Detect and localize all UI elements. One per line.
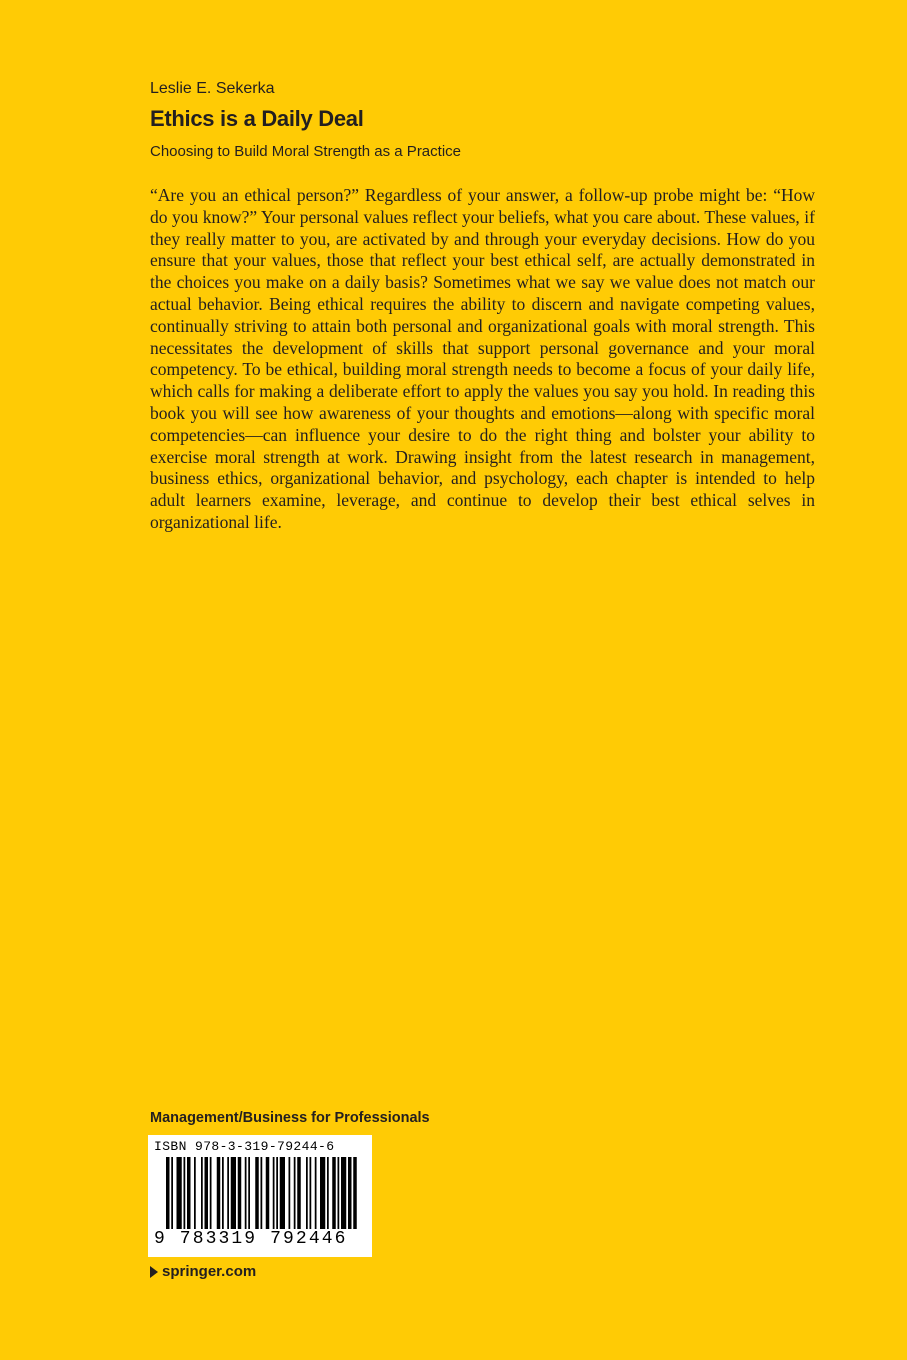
- barcode-bar: [205, 1157, 209, 1229]
- category-label: Management/Business for Professionals: [150, 1110, 430, 1126]
- barcode-bar: [166, 1157, 170, 1229]
- barcode-bar: [245, 1157, 247, 1229]
- barcode-bar: [261, 1157, 263, 1229]
- barcode-bar: [187, 1157, 191, 1229]
- barcode-bar: [332, 1157, 336, 1229]
- blurb-text: “Are you an ethical person?” Regardless of your answer, a follow-up probe might be: “How do you know?” Your personal values reflect your beliefs, what you care about. These values, if they really matter to you, are activated by and through your everyday decisions. How do you ensure that your values, those that reflect your best ethical self, are actually demonstrated in the choices you make on a daily basis? Sometimes what we say we value does not match our actual behavior. Being ethical requires the ability to discern and navigate competing values, continually striving to attain both personal and organizational goals with moral strength. This necessitates the development of skills that support personal governance and your moral competency. To be ethical, building moral strength needs to become a focus of your daily life, which calls for making a deliberate effort to apply the values you say you hold. In reading this book you will see how awareness of your thoughts and emotions—along with specific moral competencies—can influence your desire to do the right thing and bolster your ability to exercise moral strength at work. Drawing insight from the latest research in management, business ethics, organizational behavior, and psychology, each chapter is intended to help adult learners examine, leverage, and continue to develop their best ethical selves in organizational life.: [150, 185, 815, 532]
- barcode-bar: [327, 1157, 329, 1229]
- barcode-bar: [171, 1157, 173, 1229]
- barcode-bar: [210, 1157, 212, 1229]
- barcode-bar: [177, 1157, 182, 1229]
- barcode-bar: [297, 1157, 301, 1229]
- barcode-bar: [231, 1157, 236, 1229]
- barcode-box: [148, 1135, 372, 1257]
- barcode-bar: [353, 1157, 357, 1229]
- barcode-bar: [201, 1157, 203, 1229]
- barcode-bar: [273, 1157, 275, 1229]
- barcode-bar: [222, 1157, 224, 1229]
- barcode-bar: [194, 1157, 196, 1229]
- barcode-bar: [294, 1157, 296, 1229]
- barcode-bar: [310, 1157, 312, 1229]
- barcode-bar: [266, 1157, 270, 1229]
- barcode-bar: [289, 1157, 291, 1229]
- barcode-bar: [315, 1157, 317, 1229]
- barcode-bar: [341, 1157, 346, 1229]
- book-subtitle: Choosing to Build Moral Strength as a Practice: [150, 143, 461, 160]
- barcode-bar: [217, 1157, 221, 1229]
- barcode-bar: [276, 1157, 278, 1229]
- barcode-bar: [320, 1157, 325, 1229]
- barcode-bar: [248, 1157, 250, 1229]
- barcode-bar: [255, 1157, 259, 1229]
- isbn-label: ISBN 978-3-319-79244-6: [154, 1139, 335, 1154]
- barcode-bar: [227, 1157, 229, 1229]
- arrow-icon: [150, 1266, 158, 1278]
- publisher-website: [150, 1263, 256, 1280]
- barcode-bar: [348, 1157, 352, 1229]
- barcode-bar: [184, 1157, 186, 1229]
- barcode-bar: [306, 1157, 308, 1229]
- author-name: Leslie E. Sekerka: [150, 80, 275, 97]
- website-label: springer.com: [162, 1263, 257, 1280]
- barcode-bar: [238, 1157, 242, 1229]
- barcode-bar: [338, 1157, 340, 1229]
- barcode-digits: 9 783319 792446: [154, 1229, 348, 1249]
- book-title: Ethics is a Daily Deal: [150, 106, 364, 131]
- barcode-bar: [280, 1157, 285, 1229]
- barcode-graphic: [148, 1155, 372, 1235]
